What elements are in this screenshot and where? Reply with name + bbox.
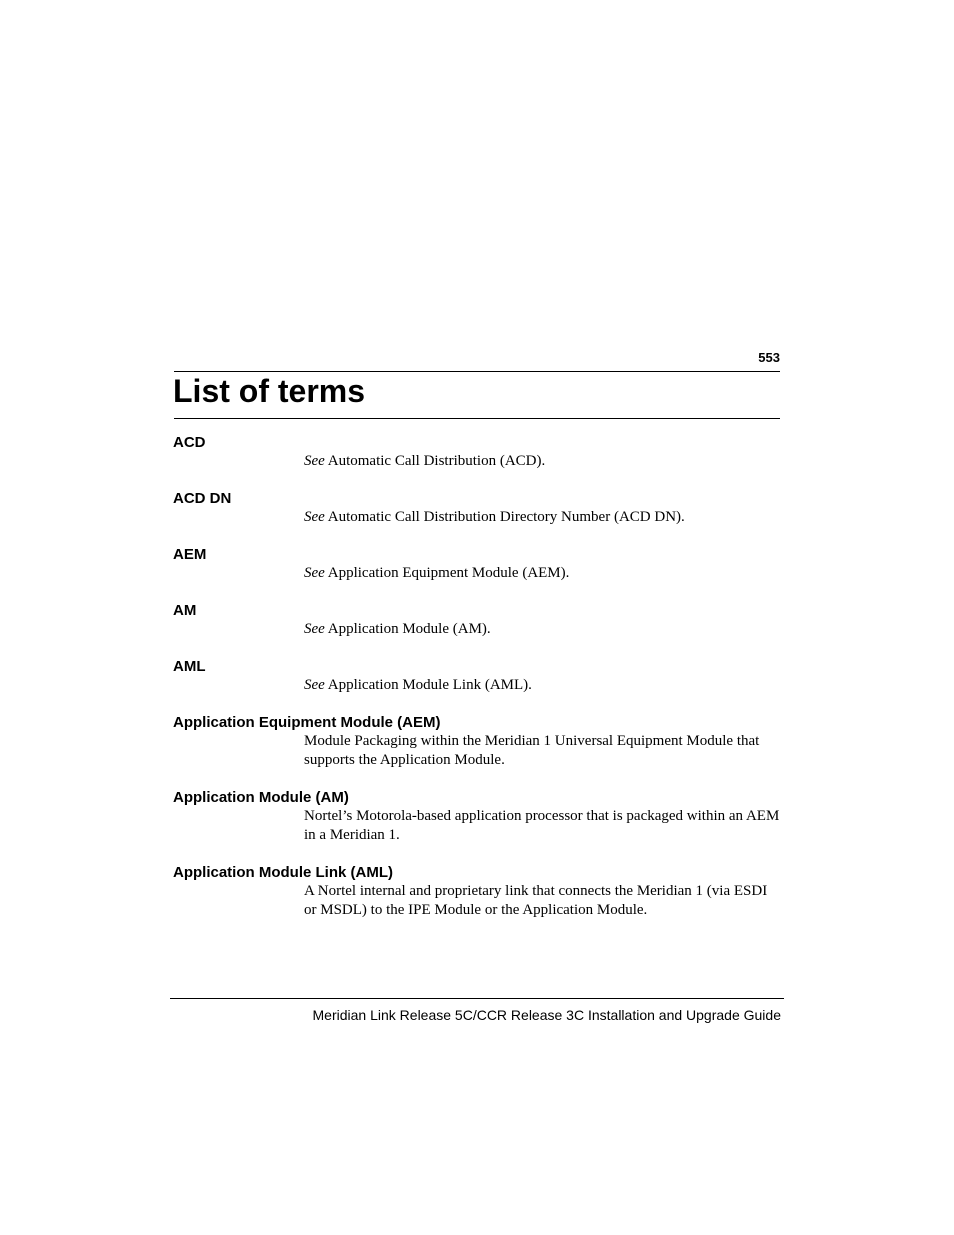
term-name: ACD bbox=[173, 434, 206, 451]
term-name: AM bbox=[173, 602, 197, 619]
term-definition: A Nortel internal and proprietary link that connects the Meridian 1 (via ESDI or MSDL) to the IPE Module or the Application Module. bbox=[304, 883, 768, 918]
term-definition: Nortel’s Motorola-based application processor that is packaged within an AEM in a Meridian 1. bbox=[304, 808, 780, 843]
term-definition bbox=[304, 452, 782, 471]
see-reference: See bbox=[304, 509, 325, 525]
page-title: List of terms bbox=[173, 373, 366, 409]
definition-text: Application Module Link (AML). bbox=[327, 677, 532, 693]
term-entry bbox=[173, 657, 783, 695]
page-number: 553 bbox=[758, 350, 780, 365]
term-definition: Module Packaging within the Meridian 1 Universal Equipment Module that supports the Application Module. bbox=[304, 733, 760, 768]
term-name: ACD DN bbox=[173, 490, 232, 507]
term-definition bbox=[304, 508, 782, 527]
term-entry bbox=[173, 713, 783, 770]
definition-text: Application Module (AM). bbox=[327, 621, 491, 637]
footer-rule bbox=[170, 998, 784, 999]
terms-list bbox=[173, 433, 783, 938]
term-definition bbox=[304, 620, 782, 639]
term-name: Application Module Link (AML) bbox=[173, 864, 393, 881]
definition-text: Automatic Call Distribution (ACD). bbox=[327, 453, 546, 469]
term-name: Application Equipment Module (AEM) bbox=[173, 714, 441, 731]
term-entry bbox=[173, 863, 783, 920]
definition-text: Application Equipment Module (AEM). bbox=[327, 565, 570, 581]
see-reference: See bbox=[304, 677, 325, 693]
term-definition bbox=[304, 676, 782, 695]
term-name: AML bbox=[173, 658, 206, 675]
title-rule bbox=[174, 418, 780, 419]
see-reference: See bbox=[304, 565, 325, 581]
term-definition bbox=[304, 564, 782, 583]
term-entry bbox=[173, 788, 783, 845]
term-name: Application Module (AM) bbox=[173, 789, 349, 806]
definition-text: Automatic Call Distribution Directory Number (ACD DN). bbox=[327, 509, 685, 525]
see-reference: See bbox=[304, 453, 325, 469]
footer-text: Meridian Link Release 5C/CCR Release 3C Installation and Upgrade Guide bbox=[312, 1007, 781, 1023]
term-entry bbox=[173, 489, 783, 527]
term-entry bbox=[173, 545, 783, 583]
term-entry bbox=[173, 433, 783, 471]
see-reference: See bbox=[304, 621, 325, 637]
term-entry bbox=[173, 601, 783, 639]
term-name: AEM bbox=[173, 546, 207, 563]
